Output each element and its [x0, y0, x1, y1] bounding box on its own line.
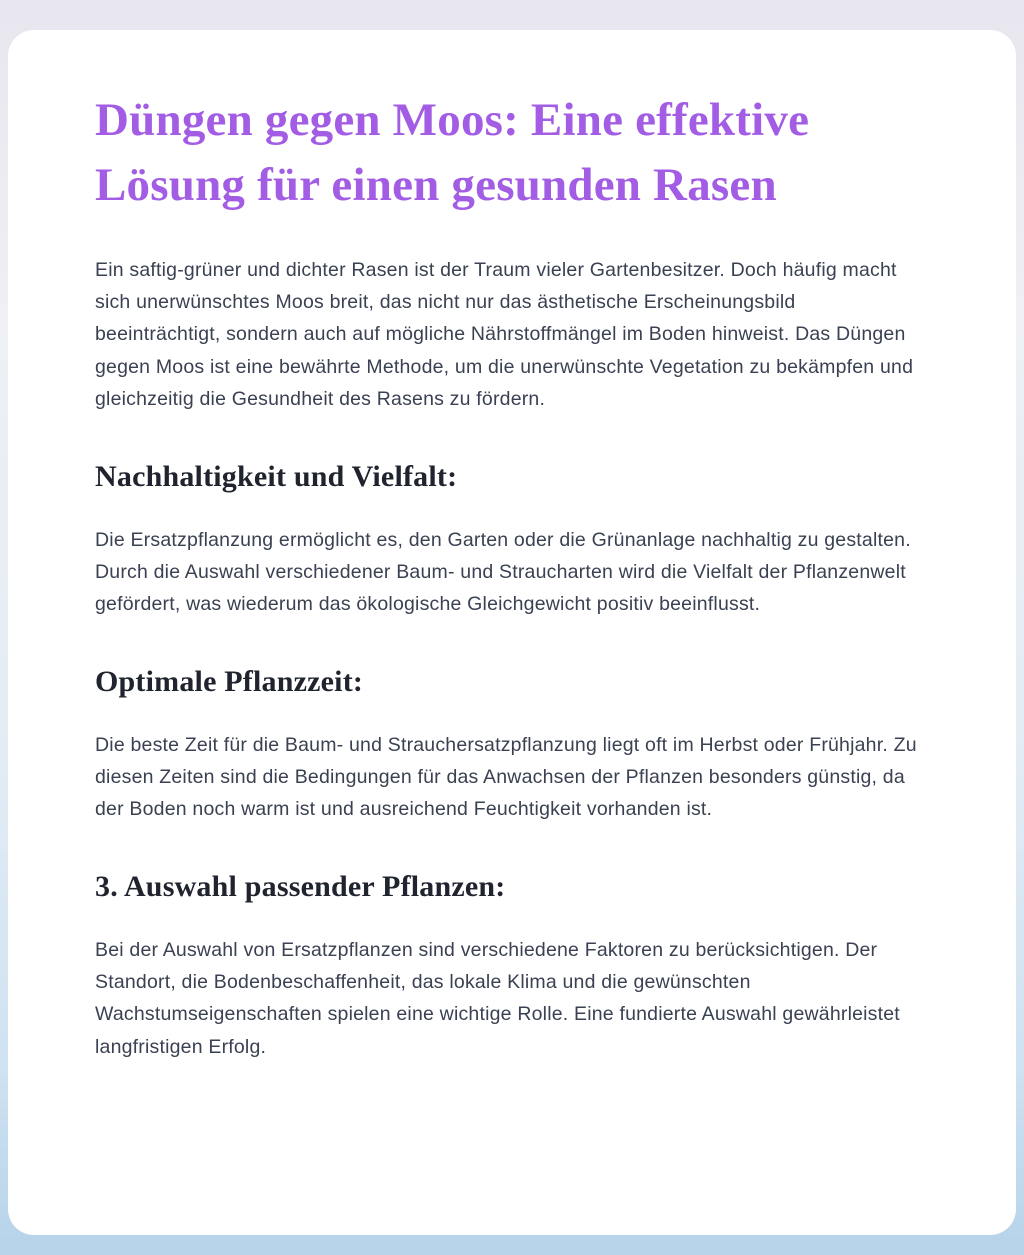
article-section	[95, 870, 926, 1063]
section-heading-pflanzzeit: Optimale Pflanzzeit:	[95, 664, 364, 698]
page-title: Düngen gegen Moos: Eine effektive Lösung für einen gesunden Rasen	[95, 94, 810, 211]
section-body: Die Ersatzpflanzung ermöglicht es, den Garten oder die Grünanlage nachhaltig zu gestalten. Durch die Auswahl verschiedener Baum- und Straucharten wird die Vielfalt der Pflanzenwelt gefördert, was wiederum das ökologische Gleichgewicht positiv beeinflusst.	[95, 528, 911, 616]
intro-paragraph: Ein saftig-grüner und dichter Rasen ist der Traum vieler Gartenbesitzer. Doch häufig macht sich unerwünschtes Moos breit, das nicht nur das ästhetische Erscheinungsbild beeinträchtigt, sondern auch auf mögliche Nährstoffmängel im Boden hinweist. Das Düngen gegen Moos ist eine bewährte Methode, um die unerwünschte Vegetation zu bekämpfen und gleichzeitig die Gesundheit des Rasens zu fördern.	[95, 258, 914, 411]
article-section	[95, 460, 926, 621]
section-heading-nachhaltigkeit: Nachhaltigkeit und Vielfalt:	[95, 459, 458, 493]
section-heading-auswahl-pflanzen: 3. Auswahl passender Pflanzen:	[95, 869, 506, 903]
article-card	[8, 30, 1016, 1235]
section-body: Bei der Auswahl von Ersatzpflanzen sind verschiedene Faktoren zu berücksichtigen. Der Standort, die Bodenbeschaffenheit, das lokale Klima und die gewünschten Wachstumseigenschaften spielen eine wichtige Rolle. Eine fundierte Auswahl gewährleistet langfristigen Erfolg.	[95, 938, 900, 1058]
section-body: Die beste Zeit für die Baum- und Strauchersatzpflanzung liegt oft im Herbst oder Frühjahr. Zu diesen Zeiten sind die Bedingungen für das Anwachsen der Pflanzen besonders günstig, da der Boden noch warm ist und ausreichend Feuchtigkeit vorhanden ist.	[95, 733, 917, 821]
article-section	[95, 665, 926, 826]
